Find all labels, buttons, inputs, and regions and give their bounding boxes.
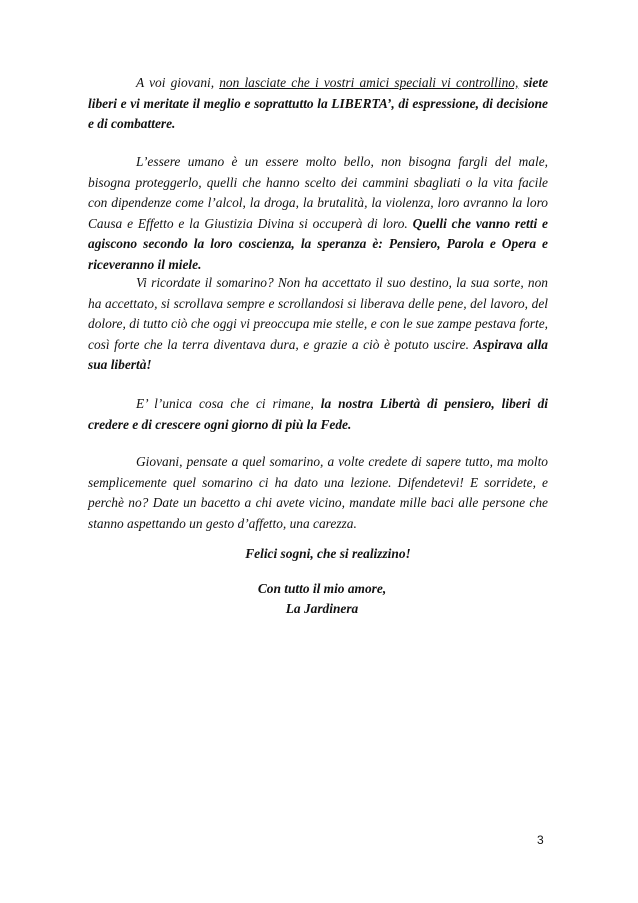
closing-wish: Felici sogni, che si realizzino!: [245, 546, 411, 561]
paragraph-4-text: E’ l’unica cosa che ci rimane,: [136, 396, 321, 411]
paragraph-5-text: Giovani, pensate a quel somarino, a volte credete di sapere tutto, ma molto semplicemente quel somarino ci ha dato una lezione. Difendetevi! E sorridete, e perchè no? Date un bacetto a chi avete vicino, mandate mille baci alle persone che stanno aspettando un gesto d’affetto, una carezza.: [88, 454, 548, 531]
paragraph-1-lead: A voi giovani,: [136, 75, 220, 90]
paragraph-1-underlined: non lasciate che i vostri amici speciali vi controllino,: [219, 75, 519, 90]
paragraph-1: [88, 73, 548, 135]
paragraph-4-bold: la nostra Libertà di pensiero, liberi di credere e di crescere ogni giorno di più la Fede.: [88, 396, 548, 432]
paragraph-2-text: L’essere umano è un essere molto bello, non bisogna fargli del male, bisogna proteggerlo, quelli che hanno scelto dei cammini sbagliati o la vita facile con dipendenze come l’alcol, la droga, la brutalità, la violenza, loro avranno la loro Causa e Effetto e la Giustizia Divina si occuperà di loro.: [88, 154, 548, 231]
signature: La Jardinera: [285, 601, 359, 616]
paragraph-5: [88, 452, 548, 534]
paragraph-3: [88, 273, 548, 376]
page-number: 3: [537, 833, 544, 847]
paragraph-1-bold: siete liberi e vi meritate il meglio e soprattutto la LIBERTA’, di espressione, di decisione e di combattere.: [88, 75, 549, 132]
paragraph-3-text: Vi ricordate il somarino? Non ha accettato il suo destino, la sua sorte, non ha accettato, si scrollava sempre e scrollandosi si liberava delle pene, del lavoro, del dolore, di tutto ciò che oggi vi preoccupa mie stelle, e con le sue zampe pestava forte, così forte che la terra diventava dura, e grazie a ciò è potuto uscire.: [88, 275, 548, 352]
closing-sign-off: Con tutto il mio amore,: [257, 581, 387, 596]
paragraph-2: [88, 152, 548, 276]
paragraph-3-bold: Aspirava alla sua libertà!: [88, 336, 548, 373]
document-page: [88, 0, 548, 903]
paragraph-4: [88, 394, 548, 435]
paragraph-2-bold: Quelli che vanno retti e agiscono secondo la loro coscienza, la speranza è: Pensiero, Parola e Opera e riceveranno il miele.: [88, 215, 548, 272]
